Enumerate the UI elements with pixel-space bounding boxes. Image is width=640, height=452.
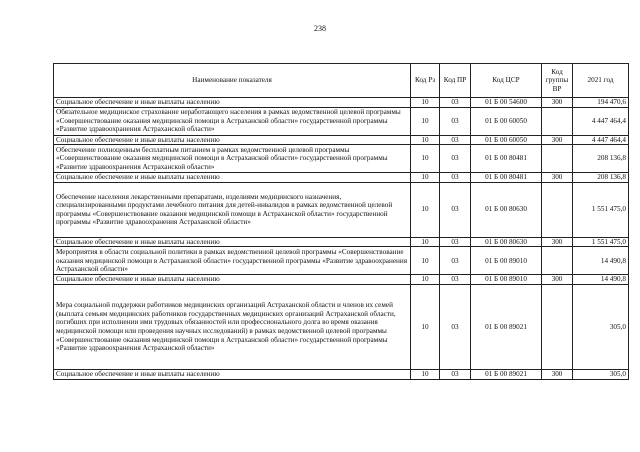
cell-amount: 194 470,6 — [573, 98, 629, 108]
cell-vr — [542, 107, 573, 135]
cell-amount: 208 136,8 — [573, 145, 629, 173]
cell-csr: 01 Б 00 89021 — [471, 284, 542, 369]
cell-name: Социальное обеспечение и иные выплаты населению — [54, 275, 411, 285]
table-row — [54, 369, 629, 379]
page-number: 238 — [314, 24, 326, 33]
cell-rz: 10 — [411, 369, 440, 379]
cell-vr: 300 — [542, 173, 573, 183]
cell-name: Мера социальной поддержки работников медицинских организаций Астраханской области и членов их семей (выплата семьям медицинских работников государственных медицинских организаций Астраханской области, погибших при исполнении ими трудовых обязанностей или профессионального долга во время оказания медицинской помощи или проведения научных исследований) в рамках ведомственной целевой программы «Совершенствование оказания медицинской помощи в Астраханской области» государственной программы «Развитие здравоохранения Астраханской области» — [54, 284, 411, 369]
cell-pr: 03 — [440, 173, 471, 183]
table-body — [54, 98, 629, 380]
cell-csr: 01 Б 00 60050 — [471, 135, 542, 145]
cell-csr: 01 Б 00 60050 — [471, 107, 542, 135]
cell-rz: 10 — [411, 107, 440, 135]
header-name: Наименование показателя — [54, 64, 411, 98]
cell-pr: 03 — [440, 135, 471, 145]
cell-name: Мероприятия в области социальной политики в рамках ведомственной целевой программы «Совершенствование оказания медицинской помощи в Астраханской области» государственной программы «Развитие здравоохранения Астраханской области» — [54, 247, 411, 275]
cell-pr: 03 — [440, 284, 471, 369]
table-row — [54, 284, 629, 369]
cell-amount: 1 551 475,0 — [573, 182, 629, 237]
cell-amount: 14 490,8 — [573, 247, 629, 275]
cell-pr: 03 — [440, 98, 471, 108]
table-row — [54, 182, 629, 237]
cell-rz: 10 — [411, 237, 440, 247]
cell-rz: 10 — [411, 145, 440, 173]
cell-name: Обеспечение населения лекарственными препаратами, изделиями медицинского назначения, специализированными продуктами лечебного питания для детей-инвалидов в рамках ведомственной целевой программы «Совершенствование оказания медицинской помощи в Астраханской области» государственной программы «Развитие здравоохранения Астраханской области» — [54, 182, 411, 237]
cell-rz: 10 — [411, 135, 440, 145]
cell-name: Обеспечение полноценным бесплатным питанием в рамках ведомственной целевой программы «Совершенствование оказания медицинской помощи в Астраханской области» государственной программы «Развитие здравоохранения Астраханской области» — [54, 145, 411, 173]
cell-vr — [542, 247, 573, 275]
cell-vr — [542, 145, 573, 173]
cell-pr: 03 — [440, 182, 471, 237]
budget-table — [53, 63, 629, 380]
cell-vr: 300 — [542, 98, 573, 108]
cell-vr: 300 — [542, 369, 573, 379]
table-row — [54, 135, 629, 145]
cell-name: Социальное обеспечение и иные выплаты населению — [54, 135, 411, 145]
cell-pr: 03 — [440, 107, 471, 135]
table-row — [54, 275, 629, 285]
cell-rz: 10 — [411, 275, 440, 285]
cell-pr: 03 — [440, 247, 471, 275]
cell-vr: 300 — [542, 275, 573, 285]
table-row — [54, 247, 629, 275]
table-row — [54, 237, 629, 247]
table-row — [54, 173, 629, 183]
cell-rz: 10 — [411, 247, 440, 275]
cell-amount: 4 447 464,4 — [573, 107, 629, 135]
header-vr: Код группы ВР — [542, 64, 573, 98]
cell-csr: 01 Б 00 89010 — [471, 275, 542, 285]
cell-csr: 01 Б 00 80630 — [471, 182, 542, 237]
cell-name: Социальное обеспечение и иные выплаты населению — [54, 98, 411, 108]
cell-csr: 01 Б 00 89010 — [471, 247, 542, 275]
cell-name: Социальное обеспечение и иные выплаты населению — [54, 173, 411, 183]
cell-amount: 305,0 — [573, 284, 629, 369]
header-rz: Код Рз — [411, 64, 440, 98]
cell-rz: 10 — [411, 98, 440, 108]
cell-pr: 03 — [440, 275, 471, 285]
cell-amount: 1 551 475,0 — [573, 237, 629, 247]
cell-amount: 14 490,8 — [573, 275, 629, 285]
cell-name: Социальное обеспечение и иные выплаты населению — [54, 237, 411, 247]
cell-pr: 03 — [440, 237, 471, 247]
table-header-row — [54, 64, 629, 98]
cell-name: Обязательное медицинское страхование неработающего населения в рамках ведомственной целевой программы «Совершенствование оказания медицинской помощи в Астраханской области» государственной программы «Развитие здравоохранения Астраханской области» — [54, 107, 411, 135]
cell-amount: 4 447 464,4 — [573, 135, 629, 145]
cell-pr: 03 — [440, 369, 471, 379]
cell-csr: 01 Б 00 80481 — [471, 173, 542, 183]
cell-csr: 01 Б 00 80481 — [471, 145, 542, 173]
cell-amount: 305,0 — [573, 369, 629, 379]
header-year: 2021 год — [573, 64, 629, 98]
cell-csr: 01 Б 00 80630 — [471, 237, 542, 247]
cell-pr: 03 — [440, 145, 471, 173]
cell-vr — [542, 284, 573, 369]
header-csr: Код ЦСР — [471, 64, 542, 98]
cell-rz: 10 — [411, 173, 440, 183]
table-row — [54, 98, 629, 108]
cell-rz: 10 — [411, 284, 440, 369]
cell-csr: 01 Б 00 89021 — [471, 369, 542, 379]
cell-vr: 300 — [542, 237, 573, 247]
cell-rz: 10 — [411, 182, 440, 237]
cell-amount: 208 136,8 — [573, 173, 629, 183]
cell-csr: 01 Б 00 54600 — [471, 98, 542, 108]
cell-vr: 300 — [542, 135, 573, 145]
table-row — [54, 145, 629, 173]
cell-name: Социальное обеспечение и иные выплаты населению — [54, 369, 411, 379]
table-row — [54, 107, 629, 135]
header-pr: Код ПР — [440, 64, 471, 98]
cell-vr — [542, 182, 573, 237]
